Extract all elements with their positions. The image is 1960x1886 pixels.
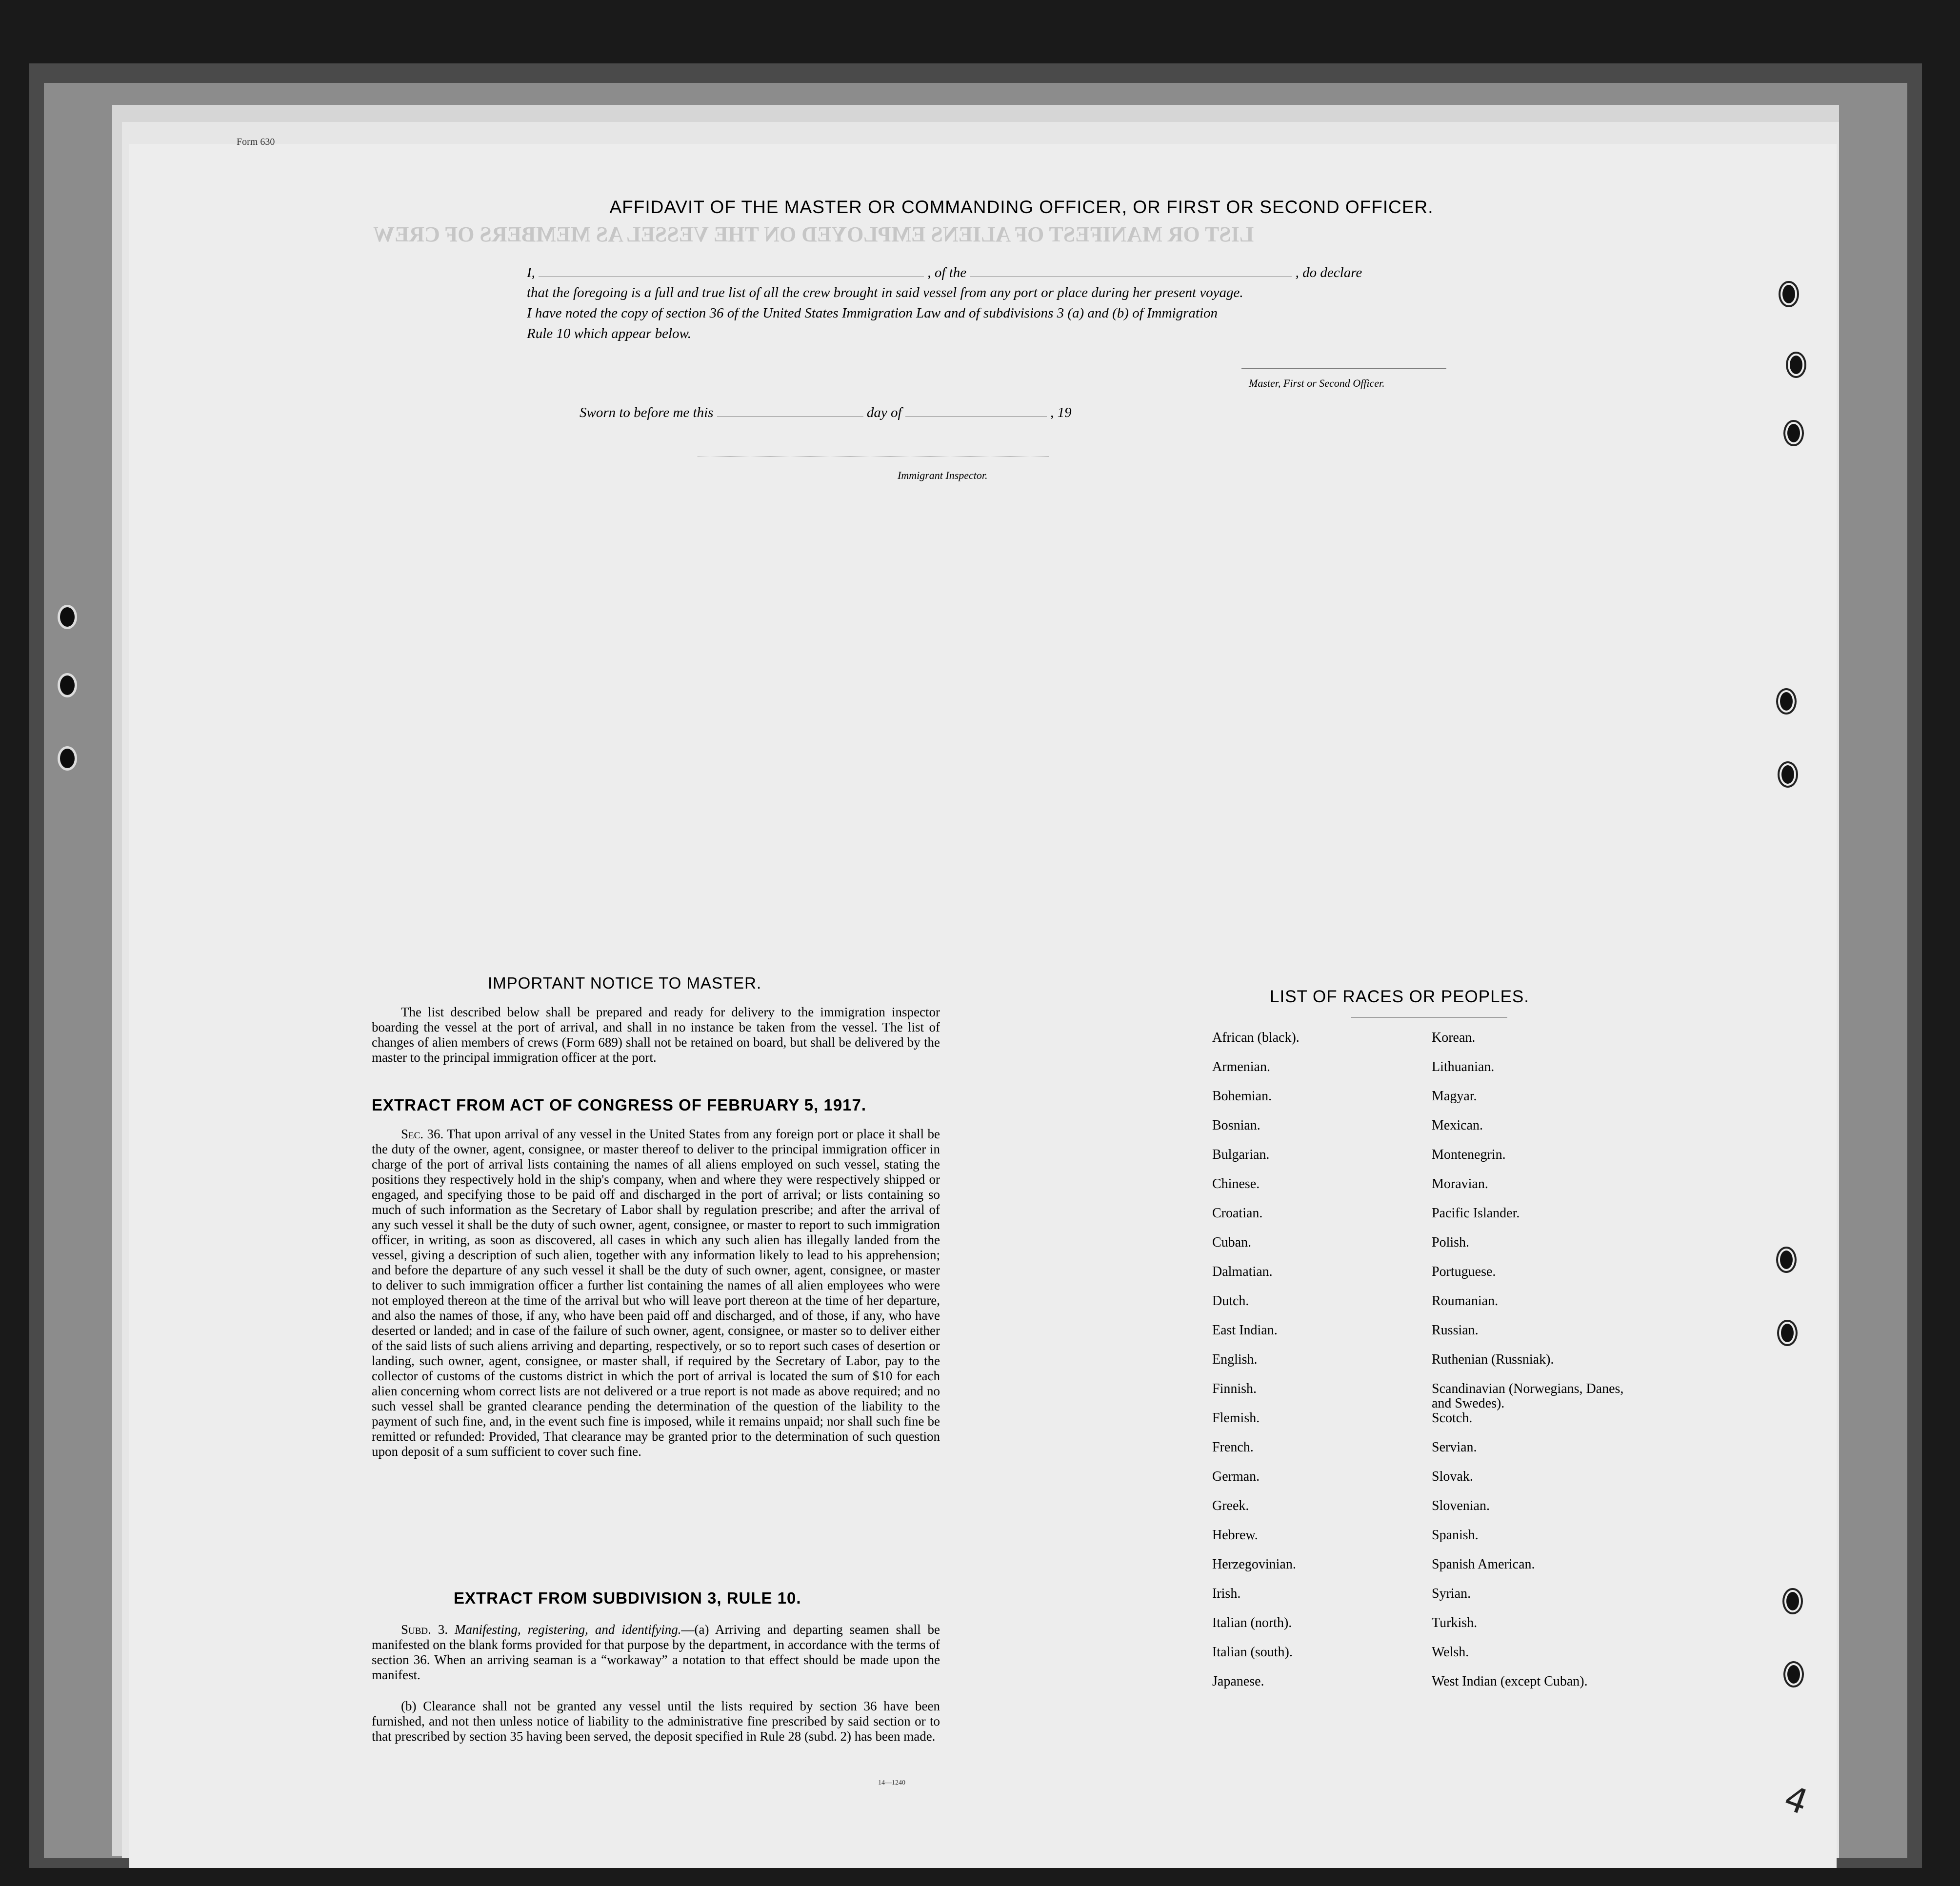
race-item: Croatian. — [1212, 1206, 1263, 1221]
rule-extract-heading: EXTRACT FROM SUBDIVISION 3, RULE 10. — [454, 1589, 801, 1607]
race-item: Hebrew. — [1212, 1528, 1258, 1543]
binder-hole-icon — [58, 746, 77, 771]
rule-para-b: (b) Clearance shall not be granted any vessel until the lists required by section 36 have been furnished, and not then unless notice of liability to the administrative fine prescribed by said section or to that prescribed by section 35 having been served, the deposit specified in Rule 28 (subd. 2) has been made. — [372, 1699, 940, 1744]
race-item: Syrian. — [1432, 1586, 1471, 1601]
master-signature-label: Master, First or Second Officer. — [1249, 377, 1385, 389]
race-item: Finnish. — [1212, 1381, 1257, 1396]
race-item: Spanish. — [1432, 1528, 1479, 1543]
race-item: Greek. — [1212, 1498, 1249, 1513]
race-item: Italian (north). — [1212, 1615, 1292, 1630]
race-item: Armenian. — [1212, 1059, 1270, 1074]
race-item: West Indian (except Cuban). — [1432, 1674, 1588, 1689]
race-item: Portuguese. — [1432, 1264, 1496, 1279]
affidavit-line-2: that the foregoing is a full and true list of all the crew brought in said vessel from any port or place during her present voyage. — [527, 285, 1243, 300]
day-of-text: day of — [866, 405, 902, 420]
race-item: Magyar. — [1432, 1089, 1477, 1104]
race-item: Bosnian. — [1212, 1118, 1260, 1133]
race-item: Montenegrin. — [1432, 1147, 1506, 1162]
race-item: Bohemian. — [1212, 1089, 1272, 1104]
race-item: Pacific Islander. — [1432, 1206, 1520, 1221]
race-item: Ruthenian (Russniak). — [1432, 1352, 1554, 1367]
race-item: English. — [1212, 1352, 1258, 1367]
race-item: East Indian. — [1212, 1323, 1278, 1338]
section-text: That upon arrival of any vessel in the United States from any foreign port or place it shall be the duty of the owner, agent, consignee, or master thereof to deliver to the principal immigration officer in charge of the port of arrival lists containing the names of all aliens employed on such vessel, stating the positions they respectively hold in the ship's company, when and where they were respectively shipped or engaged, and specifying those to be paid off and discharged in the port of arrival; or lists containing so much of such information as the Secretary of Labor shall by regulation prescribe; and after the arrival of any such vessel it shall be the duty of such owner, agent, consignee, or master to report to such immigration officer, in writing, as soon as discovered, all cases in which any such alien has illegally landed from the vessel, giving a description of such alien, together with any information likely to lead to his apprehension; and before the departure of any such vessel it shall be the duty of such owner, agent, consignee, or master to deliver to such immigration officer a further list containing the names of all alien employees who were not employed thereon at the time of the arrival but who will leave port thereon at the time of her departure, and also the names of those, if any, who have been paid off and discharged, and of those, if any, who have deserted or landed; and in case of the failure of such owner, agent, consignee, or master so to deliver either of the said lists of such aliens arriving and departing, respectively, or so to report such cases of desertion or landing, such owner, agent, consignee, or master shall, if required by the Secretary of Labor, pay to the collector of customs of the customs district in which the port of arrival is located the sum of $10 for each alien concerning whom correct lists are not delivered or a true report is not made as above required; and no such vessel shall be granted clearance pending the determination of the question of the liability to the payment of such fine, and, in the event such fine is imposed, while it remains unpaid; nor shall such fine be remitted or refunded: Provided, That clearance may be granted prior to the determination of such question upon deposit of a sum sufficient to cover such fine. — [372, 1127, 940, 1459]
race-item: Lithuanian. — [1432, 1059, 1495, 1074]
race-item: German. — [1212, 1469, 1260, 1484]
race-item: French. — [1212, 1440, 1254, 1455]
master-signature-line[interactable] — [1241, 368, 1446, 369]
binder-hole-icon — [58, 605, 77, 629]
section-label: Sec. 36. — [401, 1127, 444, 1141]
form-number: Form 630 — [237, 137, 275, 147]
race-item: Roumanian. — [1432, 1293, 1499, 1309]
race-item: Dutch. — [1212, 1293, 1249, 1309]
punch-hole-icon — [1780, 763, 1796, 786]
races-left-column — [1212, 1031, 1300, 1704]
subdivision-label: Subd. 3. — [401, 1622, 448, 1637]
race-item: Dalmatian. — [1212, 1264, 1273, 1279]
affidavit-line-1 — [527, 265, 1468, 281]
affidavit-declare: , do declare — [1295, 265, 1362, 280]
races-heading: LIST OF RACES OR PEOPLES. — [1270, 987, 1530, 1006]
notice-heading: IMPORTANT NOTICE TO MASTER. — [488, 974, 762, 992]
rule-para-a — [372, 1622, 940, 1683]
sworn-text: Sworn to before me this — [580, 405, 714, 420]
race-item: Herzegovinian. — [1212, 1557, 1296, 1572]
punch-hole-icon — [1785, 1663, 1802, 1686]
subdivision-a-text: —(a) Arriving and departing seamen shall be manifested on the blank forms provided for that purpose by the department, in accordance with the terms of section 36. When an arriving seaman is a “workaway” a notation to that effect should be made upon the manifest. — [372, 1622, 940, 1682]
race-item: Chinese. — [1212, 1176, 1260, 1191]
race-item: Moravian. — [1432, 1176, 1488, 1191]
race-item: Slovenian. — [1432, 1498, 1490, 1513]
punch-hole-icon — [1778, 690, 1795, 713]
race-item: Spanish American. — [1432, 1557, 1535, 1572]
bleed-through-title: LIST OR MANIFEST OF ALIENS EMPLOYED ON THE VESSEL AS MEMBERS OF CREW — [373, 222, 1254, 246]
year-text: , 19 — [1050, 405, 1072, 420]
heading-rule — [1351, 1017, 1507, 1018]
affidavit-of-the: , of the — [927, 265, 967, 280]
affidavit-line-3: I have noted the copy of section 36 of the United States Immigration Law and of subdivisions 3 (a) and (b) of Immigration — [527, 305, 1218, 321]
punch-hole-icon — [1785, 422, 1802, 444]
race-item: Flemish. — [1212, 1410, 1260, 1426]
races-right-column — [1432, 1031, 1646, 1704]
race-item: Scotch. — [1432, 1410, 1473, 1426]
race-item: Servian. — [1432, 1440, 1477, 1455]
race-item: Cuban. — [1212, 1235, 1252, 1250]
notice-text: The list described below shall be prepared and ready for delivery to the immigration inspector boarding the vessel at the port of arrival, and shall in no instance be taken from the vessel. The list of changes of alien members of crews (Form 689) shall not be retained on board, but shall be delivered by the master to the principal immigration officer at the port. — [372, 1005, 940, 1065]
race-item: Mexican. — [1432, 1118, 1483, 1133]
race-item: African (black). — [1212, 1030, 1300, 1045]
race-item: Scandinavian (Norwegians, Danes, and Swedes). — [1432, 1381, 1624, 1411]
race-item: Slovak. — [1432, 1469, 1473, 1484]
inspector-signature-label: Immigrant Inspector. — [898, 469, 988, 481]
punch-hole-icon — [1779, 1322, 1796, 1344]
race-item: Italian (south). — [1212, 1645, 1293, 1660]
race-item: Polish. — [1432, 1235, 1470, 1250]
affidavit-i: I, — [527, 265, 535, 280]
inspector-signature-line[interactable] — [698, 456, 1049, 457]
affidavit-line-4: Rule 10 which appear below. — [527, 326, 691, 341]
punch-hole-icon — [1788, 354, 1804, 376]
act-extract-text — [372, 1127, 940, 1459]
sworn-line — [580, 405, 1072, 421]
race-item: Welsh. — [1432, 1645, 1469, 1660]
punch-hole-icon — [1778, 1249, 1795, 1271]
binder-hole-icon — [58, 673, 77, 697]
race-item: Russian. — [1432, 1323, 1479, 1338]
race-item: Irish. — [1212, 1586, 1241, 1601]
race-item: Turkish. — [1432, 1615, 1478, 1630]
punch-hole-icon — [1784, 1590, 1801, 1612]
affidavit-title: AFFIDAVIT OF THE MASTER OR COMMANDING OFFICER, OR FIRST OR SECOND OFFICER. — [609, 197, 1434, 217]
subdivision-heading: Manifesting, registering, and identifying. — [455, 1622, 681, 1637]
corner-mark: 4 — [1779, 1777, 1814, 1823]
act-extract-heading: EXTRACT FROM ACT OF CONGRESS OF FEBRUARY 5, 1917. — [372, 1096, 867, 1114]
form-code: 14—1240 — [878, 1779, 905, 1787]
race-item: Japanese. — [1212, 1674, 1264, 1689]
race-item: Bulgarian. — [1212, 1147, 1270, 1162]
punch-hole-icon — [1780, 283, 1797, 305]
race-item: Korean. — [1432, 1030, 1476, 1045]
